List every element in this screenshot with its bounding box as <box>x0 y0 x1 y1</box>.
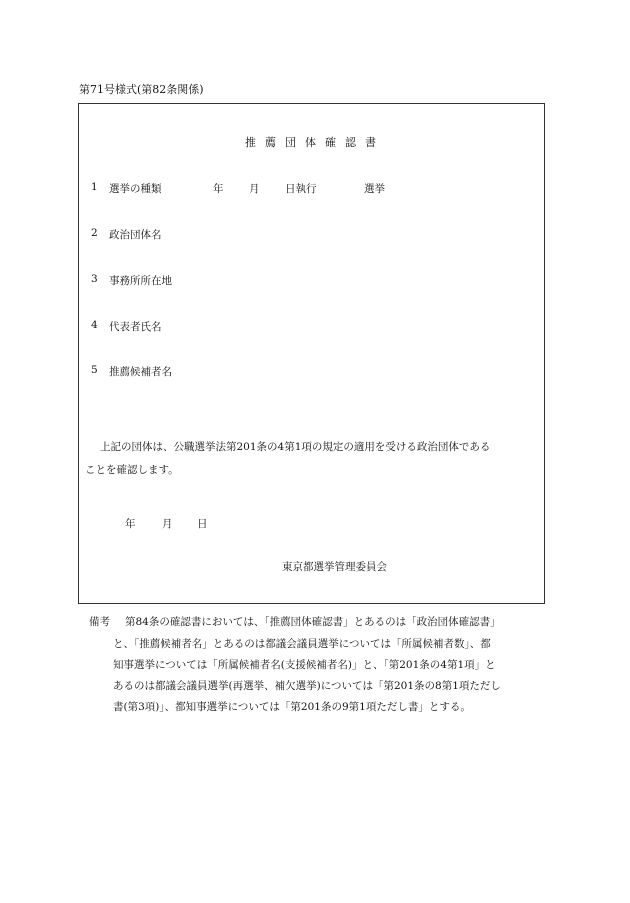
note-line-5: 書(第3項)」、都知事選挙については「第201条の9第1項ただし書」とする。 <box>113 701 471 713</box>
item-number-4: 4 <box>91 319 98 331</box>
election-day-label: 日執行 <box>285 183 317 195</box>
note-line-4: あるのは都議会議員選挙(再選挙、補欠選挙)については「第201条の8第1項ただし <box>113 680 501 692</box>
note-heading: 備考 <box>89 616 110 628</box>
election-suffix-label: 選挙 <box>364 183 385 195</box>
election-type-label: 選挙の種類 <box>109 183 162 195</box>
statement-line-2: ことを確認します。 <box>85 464 179 476</box>
political-group-name-label: 政治団体名 <box>109 229 162 241</box>
document-title: 推薦団体確認書 <box>245 136 385 149</box>
item-number-1: 1 <box>91 181 98 193</box>
statement-line-1: 上記の団体は、公職選挙法第201条の4第1項の規定の適用を受ける政治団体である <box>100 441 491 453</box>
recommended-candidate-label: 推薦候補者名 <box>109 366 172 378</box>
item-number-2: 2 <box>91 227 98 239</box>
date-year-label: 年 <box>125 518 136 530</box>
date-month-label: 月 <box>162 518 173 530</box>
item-number-3: 3 <box>91 273 98 285</box>
committee-name: 東京都選挙管理委員会 <box>282 561 387 573</box>
item-number-5: 5 <box>91 364 98 376</box>
date-day-label: 日 <box>197 518 208 530</box>
election-year-label: 年 <box>213 183 224 195</box>
note-line-1: 第84条の確認書においては、「推薦団体確認書」とあるのは「政治団体確認書」 <box>125 616 501 628</box>
election-month-label: 月 <box>249 183 260 195</box>
representative-name-label: 代表者氏名 <box>109 321 162 333</box>
form-number: 第71号様式(第82条関係) <box>79 83 204 96</box>
form-frame <box>78 103 545 604</box>
note-line-3: 知事選挙については「所属候補者名(支援候補者名)」と、「第201条の4第1項」と <box>113 659 496 671</box>
note-line-2: と、「推薦候補者名」とあるのは都議会議員選挙については「所属候補者数」、都 <box>113 638 491 650</box>
office-address-label: 事務所所在地 <box>109 275 172 287</box>
